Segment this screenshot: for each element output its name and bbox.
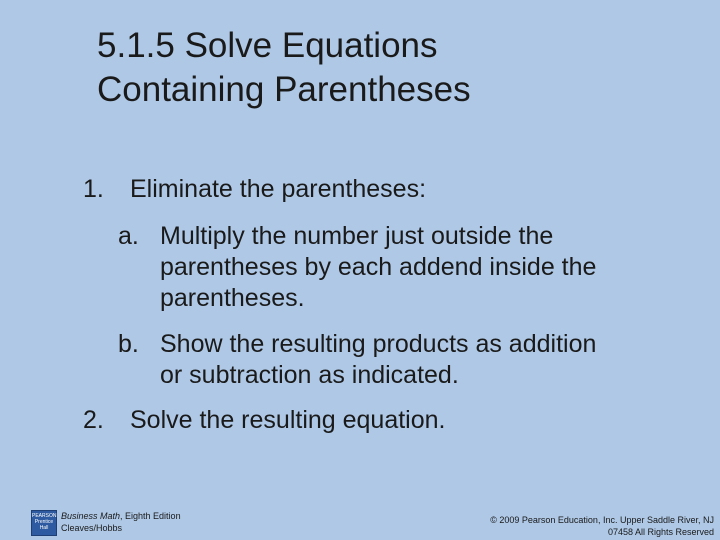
sub-item-text-line: Show the resulting products as addition xyxy=(160,330,597,358)
list-item-text: Solve the resulting equation. xyxy=(130,406,446,434)
pearson-prentice-hall-logo: PEARSON Prentice Hall xyxy=(31,510,57,536)
slide-title-line-1: 5.1.5 Solve Equations xyxy=(97,26,438,65)
list-item-text: Eliminate the parentheses: xyxy=(130,175,427,203)
footer-left xyxy=(31,510,181,536)
copyright-line-2: 07458 All Rights Reserved xyxy=(607,527,714,537)
book-title: Business Math xyxy=(61,511,121,521)
book-authors: Cleaves/Hobbs xyxy=(61,523,123,533)
book-info xyxy=(61,510,181,534)
slide-title-line-2: Containing Parentheses xyxy=(97,70,471,109)
list-item-number: 1. xyxy=(83,175,104,203)
book-edition: , Eighth Edition xyxy=(120,511,181,521)
list-item-number: 2. xyxy=(83,406,104,434)
slide-title xyxy=(97,24,471,112)
sub-item-text-line: Multiply the number just outside the xyxy=(160,222,554,250)
sub-item-text-line: or subtraction as indicated. xyxy=(160,361,459,389)
copyright-line-1: © 2009 Pearson Education, Inc. Upper Saddle River, NJ xyxy=(490,515,714,525)
sub-item-text-line: parentheses. xyxy=(160,284,305,312)
sub-item-letter: a. xyxy=(118,222,139,250)
sub-item-letter: b. xyxy=(118,330,139,358)
copyright-notice xyxy=(490,514,714,538)
sub-item-text-line: parentheses by each addend inside the xyxy=(160,253,597,281)
